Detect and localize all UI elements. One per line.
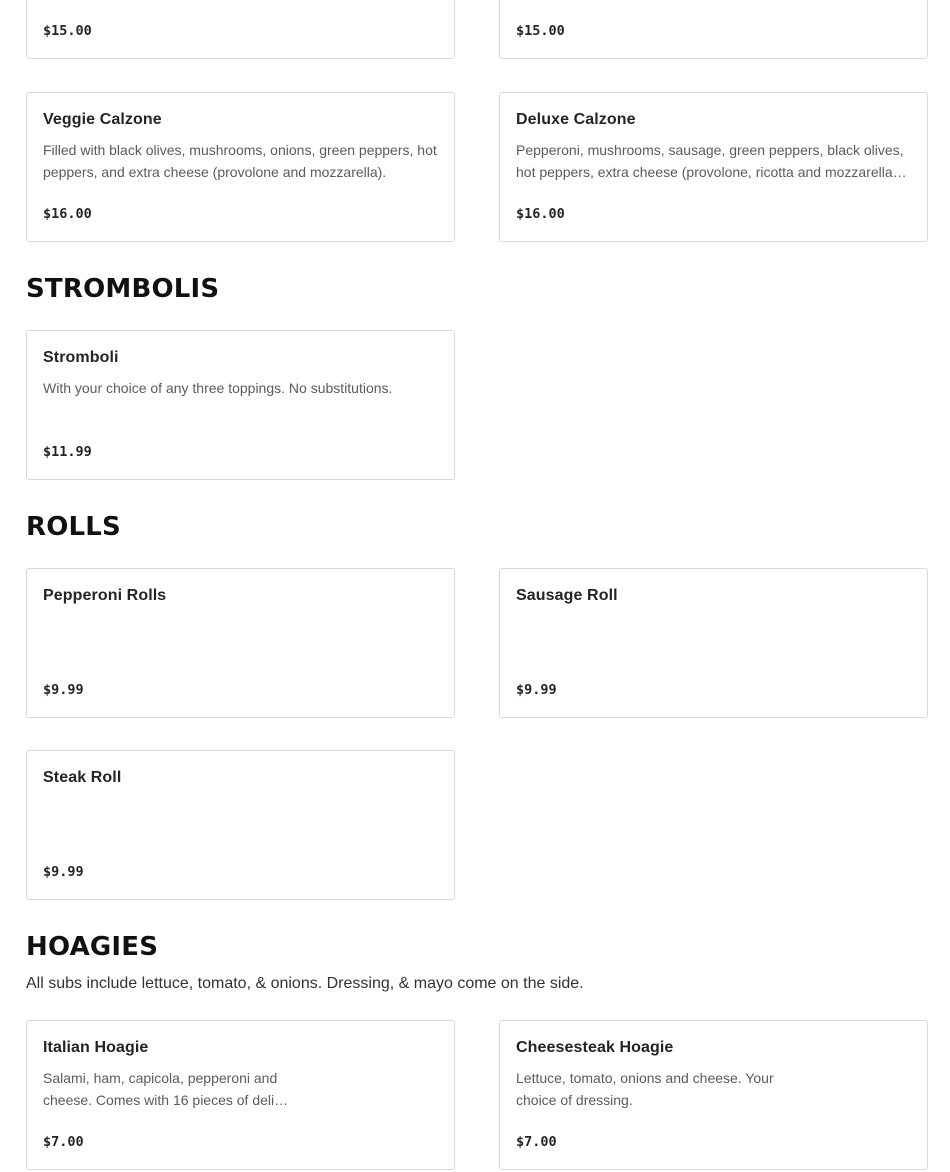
menu-item-card[interactable] [26,1020,455,1170]
item-price: $15.00 [516,23,565,39]
item-price: $9.99 [43,682,84,698]
item-name: Veggie Calzone [43,111,162,128]
item-price: $16.00 [43,206,92,222]
item-name: Italian Hoagie [43,1039,149,1056]
item-name: Stromboli [43,349,119,366]
item-price: $16.00 [516,206,565,222]
item-description: Pepperoni, mushrooms, sausage, green peppers, black olives, hot peppers, extra cheese (provolone, ricotta and mozzarella… [516,142,907,180]
item-price: $9.99 [43,864,84,880]
item-price: $7.00 [43,1134,84,1150]
menu-item-card[interactable] [26,0,455,59]
item-price: $15.00 [43,23,92,39]
section-description: All subs include lettuce, tomato, & onions. Dressing, & mayo come on the side. [26,975,584,992]
item-description: With your choice of any three toppings. No substitutions. [43,380,393,396]
item-price: $7.00 [516,1134,557,1150]
section-title-hoagies: HOAGIES [26,932,159,962]
menu-item-card[interactable] [499,92,928,242]
item-name: Sausage Roll [516,587,618,604]
menu-item-card[interactable] [26,92,455,242]
section-title-strombolis: STROMBOLIS [26,274,220,304]
item-price: $9.99 [516,682,557,698]
item-description: Lettuce, tomato, onions and cheese. Your choice of dressing. [516,1070,774,1108]
menu-item-card[interactable] [499,0,928,59]
section-title-rolls: ROLLS [26,512,121,542]
item-name: Pepperoni Rolls [43,587,167,604]
menu-item-card[interactable] [499,568,928,718]
menu-item-card[interactable] [26,330,455,480]
item-description: Salami, ham, capicola, pepperoni and cheese. Comes with 16 pieces of deli… [43,1070,289,1108]
item-description: Filled with black olives, mushrooms, onions, green peppers, hot peppers, and extra cheese (provolone and mozzarella). [43,142,437,180]
item-price: $11.99 [43,444,92,460]
item-name: Cheesesteak Hoagie [516,1039,674,1056]
menu-item-card[interactable] [26,568,455,718]
item-name: Steak Roll [43,769,122,786]
menu-item-card[interactable] [26,750,455,900]
menu-item-card[interactable] [499,1020,928,1170]
item-name: Deluxe Calzone [516,111,636,128]
